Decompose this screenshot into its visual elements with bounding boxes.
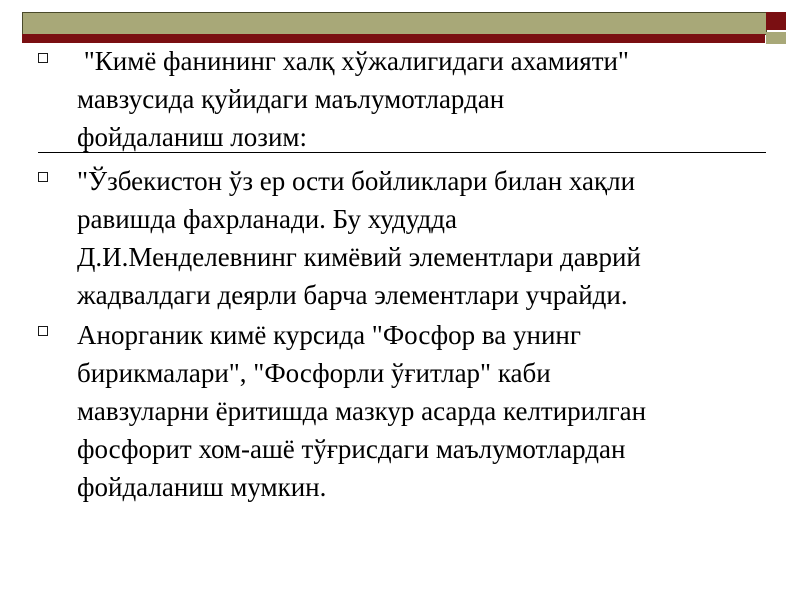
bullet-1-line-1: "Кимё фанининг халқ хўжалигидаги ахамияти" xyxy=(77,46,629,76)
bullet-2-line-3: Д.И.Менделевнинг кимёвий элементлари даврий xyxy=(77,242,641,272)
horizontal-divider xyxy=(38,152,766,153)
bullet-1-line-3: фойдаланиш лозим: xyxy=(77,122,307,152)
bullet-3-line-4: фосфорит хом-ашё тўғрисдаги маълумотлардан xyxy=(77,434,626,464)
hollow-square-icon xyxy=(38,53,48,63)
slide-corner-block-bottom xyxy=(766,32,786,44)
hollow-square-icon xyxy=(38,172,48,182)
bullet-text-1 xyxy=(77,42,629,156)
hollow-square-icon xyxy=(38,326,48,336)
bullet-2-line-2: равишда фахрланади. Бу худудда xyxy=(77,204,457,234)
bullet-2-line-4: жадвалдаги деярли барча элементлари учрайди. xyxy=(77,280,628,310)
bullet-3-line-1: Анорганик кимё курсида "Фосфор ва унинг xyxy=(77,320,581,350)
bullet-3-line-2: бирикмалари", "Фосфорли ўғитлар" каби xyxy=(77,358,551,388)
slide-corner-block-top xyxy=(766,12,786,30)
bullet-1-line-2: мавзусида қуйидаги маълумотлардан xyxy=(77,84,505,114)
slide-header-bar xyxy=(22,12,767,35)
bullet-3-line-5: фойдаланиш мумкин. xyxy=(77,472,327,502)
bullet-text-2 xyxy=(77,162,641,314)
bullet-text-3 xyxy=(77,316,646,506)
bullet-2-line-1: "Ўзбекистон ўз ер ости бойликлари билан хақли xyxy=(77,166,636,196)
bullet-3-line-3: мавзуларни ёритишда мазкур асарда келтирилган xyxy=(77,396,647,426)
